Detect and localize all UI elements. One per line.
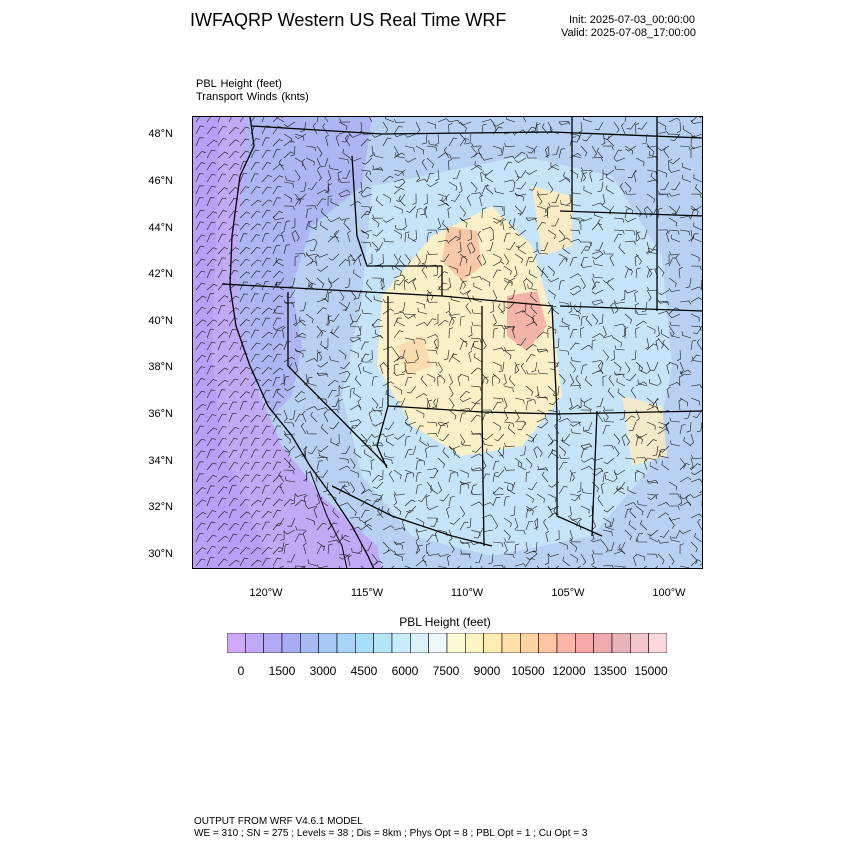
lat-label-46: 46°N xyxy=(148,175,173,187)
map-plot xyxy=(192,116,703,569)
lat-label-38: 38°N xyxy=(148,361,173,373)
main-title: IWFAQRP Western US Real Time WRF xyxy=(190,10,507,30)
colorbar-label: 4500 xyxy=(350,664,378,678)
colorbar-label: 7500 xyxy=(432,664,460,678)
colorbar-label: 6000 xyxy=(391,664,419,678)
colorbar-cell xyxy=(612,633,630,653)
colorbar-label: 9000 xyxy=(473,664,501,678)
colorbar-cell xyxy=(539,633,557,653)
lat-label-32: 32°N xyxy=(148,501,173,513)
valid-time: Valid: 2025-07-08_17:00:00 xyxy=(561,27,696,39)
colorbar-label: 1500 xyxy=(268,664,296,678)
colorbar-label: 13500 xyxy=(593,664,627,678)
colorbar-cell xyxy=(502,633,520,653)
colorbar-cell xyxy=(447,633,465,653)
colorbar-label: 15000 xyxy=(634,664,668,678)
colorbar-cell xyxy=(575,633,593,653)
colorbar-cell xyxy=(319,633,337,653)
colorbar-cell xyxy=(520,633,538,653)
colorbar-cell xyxy=(630,633,648,653)
colorbar-cell xyxy=(300,633,318,653)
lon-label-110: 110°W xyxy=(450,587,484,599)
lat-label-34: 34°N xyxy=(148,455,173,467)
lon-label-115: 115°W xyxy=(350,587,384,599)
field-label-pbl: PBL Height (feet) xyxy=(196,78,282,90)
lat-label-42: 42°N xyxy=(148,268,173,280)
lat-label-48: 48°N xyxy=(148,128,173,140)
colorbar-label: 10500 xyxy=(511,664,545,678)
colorbar-cell xyxy=(465,633,483,653)
footer-config: WE = 310 ; SN = 275 ; Levels = 38 ; Dis = 8km ; Phys Opt = 8 ; PBL Opt = 1 ; Cu Opt = 3 xyxy=(194,828,588,839)
lon-label-100: 100°W xyxy=(652,587,686,599)
colorbar-cell xyxy=(392,633,410,653)
colorbar-title: PBL Height (feet) xyxy=(399,615,491,629)
colorbar-label: 3000 xyxy=(309,664,337,678)
colorbar-cell xyxy=(282,633,300,653)
colorbar-cell xyxy=(264,633,282,653)
colorbar-label: 12000 xyxy=(552,664,586,678)
lon-label-105: 105°W xyxy=(551,587,585,599)
colorbar-cell xyxy=(355,633,373,653)
colorbar-cell xyxy=(557,633,575,653)
lat-label-30: 30°N xyxy=(148,548,173,560)
colorbar-cell xyxy=(649,633,667,653)
lat-label-44: 44°N xyxy=(148,222,173,234)
colorbar-label: 0 xyxy=(237,664,245,678)
init-time: Init: 2025-07-03_00:00:00 xyxy=(569,14,695,26)
lat-label-40: 40°N xyxy=(148,315,173,327)
colorbar-cell xyxy=(410,633,428,653)
colorbar-cell xyxy=(594,633,612,653)
colorbar-cell xyxy=(337,633,355,653)
colorbar xyxy=(227,633,667,653)
colorbar-cell xyxy=(484,633,502,653)
colorbar-cell xyxy=(429,633,447,653)
colorbar-cell xyxy=(374,633,392,653)
field-label-winds: Transport Winds (knts) xyxy=(196,91,309,103)
footer-model: OUTPUT FROM WRF V4.6.1 MODEL xyxy=(194,816,363,827)
lat-label-36: 36°N xyxy=(148,408,173,420)
colorbar-cell xyxy=(227,633,245,653)
lon-label-120: 120°W xyxy=(249,587,283,599)
colorbar-cell xyxy=(245,633,263,653)
